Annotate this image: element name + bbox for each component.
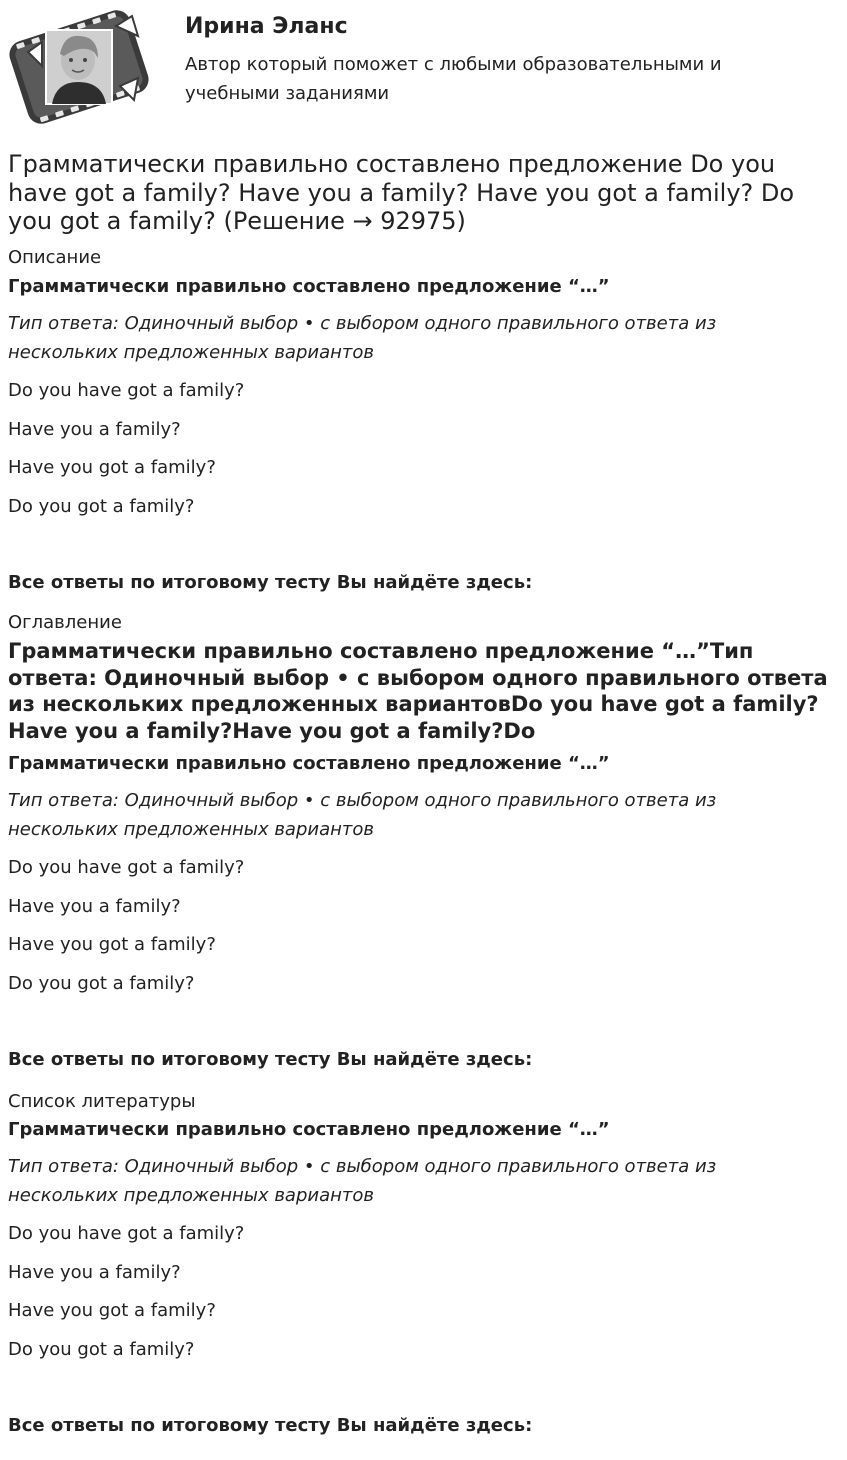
section-label: Описание — [8, 247, 102, 268]
author-name[interactable]: Ирина Эланс — [185, 14, 348, 39]
list-item: Do you have got a family? — [8, 857, 245, 878]
list-item: Have you a family? — [8, 895, 181, 917]
question-text: Грамматически правильно составлено предложение “…” — [8, 276, 610, 297]
section-label: Оглавление — [8, 612, 122, 633]
question-text: Грамматически правильно составлено предложение “…” — [8, 753, 610, 774]
list-item: Do you have got a family? — [8, 380, 245, 401]
section-label: Список литературы — [8, 1091, 196, 1112]
list-item: Do you got a family? — [8, 495, 195, 517]
list-item: Have you a family? — [8, 418, 181, 440]
list-item: Have you got a family? — [8, 1300, 216, 1321]
page-title: Грамматически правильно составлено предложение Do you have got a family? Have you a family? Have you got a family? Do you got a family? (Решение → 92975) — [8, 150, 795, 235]
section-toc — [8, 612, 838, 1071]
list-item: Have you got a family? — [8, 457, 216, 478]
toc-text: Грамматически правильно составлено предложение “…”Тип ответа: Одиночный выбор • с выбором одного правильного ответа из нескольких предложенных вариантовDo you have got a family?Have you a family?Have you got a family?Do — [8, 639, 828, 743]
list-item: Have you got a family? — [8, 934, 216, 955]
options-list — [8, 380, 838, 518]
question-text: Грамматически правильно составлено предложение “…” — [8, 1119, 610, 1140]
answers-link[interactable]: Все ответы по итоговому тесту Вы найдёте здесь: — [8, 571, 533, 593]
options-list — [8, 857, 838, 995]
answer-type-text: Тип ответа: Одиночный выбор • с выбором одного правильного ответа из нескольких предложенных вариантов — [8, 790, 717, 840]
section-references — [8, 1091, 838, 1437]
options-list — [8, 1223, 838, 1361]
list-item: Do you got a family? — [8, 972, 195, 994]
author-card — [8, 8, 838, 128]
author-description: Автор который поможет с любыми образовательными и учебными заданиями — [185, 54, 722, 104]
list-item: Have you a family? — [8, 1261, 181, 1283]
answers-link[interactable]: Все ответы по итоговому тесту Вы найдёте здесь: — [8, 1414, 533, 1436]
section-description — [8, 247, 838, 594]
list-item: Do you have got a family? — [8, 1223, 245, 1244]
author-avatar[interactable] — [8, 8, 150, 126]
answer-type-text: Тип ответа: Одиночный выбор • с выбором одного правильного ответа из нескольких предложенных вариантов — [8, 1156, 717, 1206]
answers-link[interactable]: Все ответы по итоговому тесту Вы найдёте здесь: — [8, 1048, 533, 1070]
answer-type-text: Тип ответа: Одиночный выбор • с выбором одного правильного ответа из нескольких предложенных вариантов — [8, 313, 717, 363]
list-item: Do you got a family? — [8, 1338, 195, 1360]
